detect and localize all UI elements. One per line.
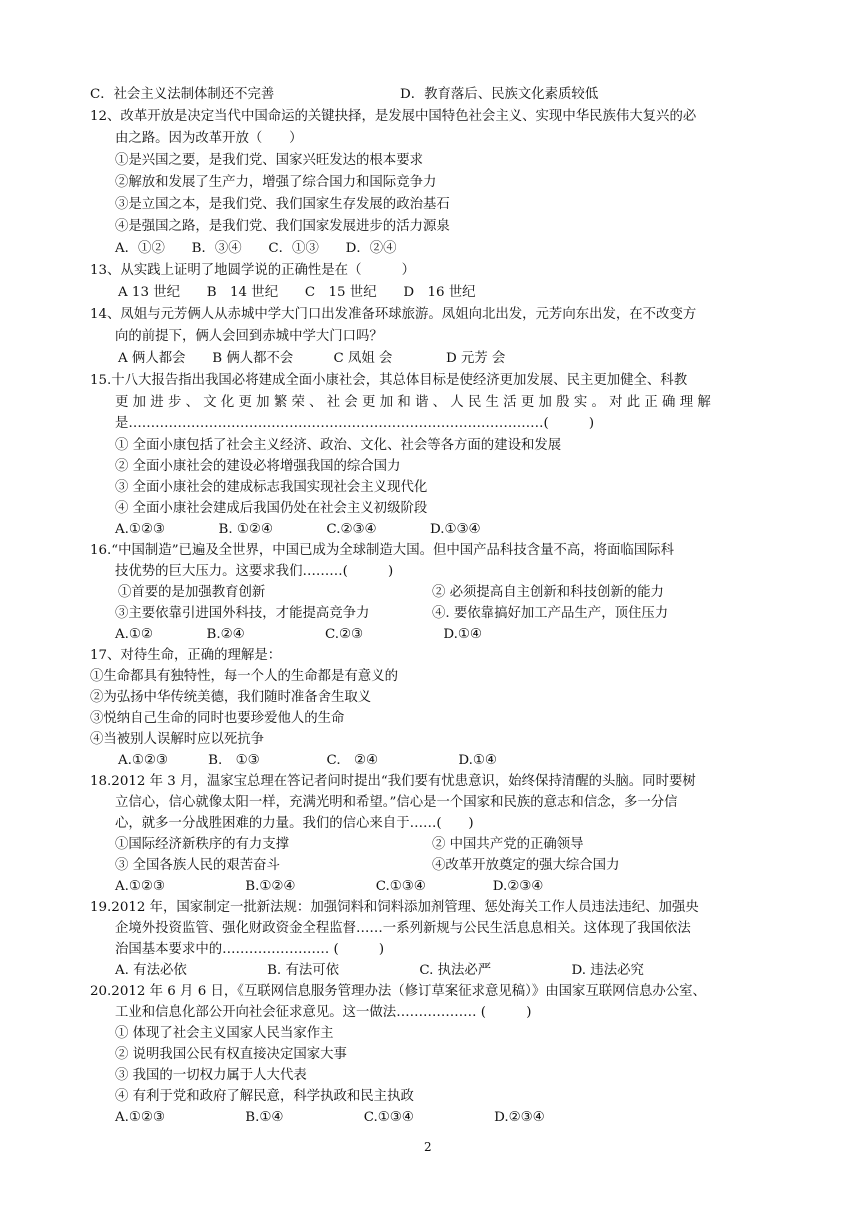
- text-line: ①国际经济新秩序的有力支撑: [115, 837, 290, 852]
- text-line: ①生命都具有独特性，每一个人的生命都是有意义的: [90, 669, 398, 684]
- text-line: C．社会主义法制体制还不完善: [90, 87, 275, 102]
- text-line: ④ 有利于党和政府了解民意，科学执政和民主执政: [115, 1089, 414, 1104]
- text-line: 更 加 进 步 、 文 化 更 加 繁 荣 、 社 会 更 加 和 谐 、 人 民 生 活 更 加 殷 实 。 对 此 正 确 理 解: [115, 395, 711, 410]
- text-line: D．教育落后、民族文化素质较低: [400, 87, 599, 102]
- text-line: ②为弘扬中华传统美德，我们随时准备舍生取义: [90, 690, 372, 705]
- text-line: 立信心，信心就像太阳一样，充满光明和希望。”信心是一个国家和民族的意志和信念，多一分信: [115, 795, 678, 810]
- text-line: A 俩人都会 B 俩人都不会 C 凤姐 会 D 元芳 会: [118, 351, 506, 366]
- text-line: 18.2012 年 3 月，温家宝总理在答记者问时提出“我们要有忧患意识，始终保持清醒的头脑。同时要树: [90, 774, 696, 789]
- page-number: 2: [424, 1140, 432, 1154]
- text-line: A.①② B.②④ C.②③ D.①④: [115, 627, 482, 642]
- text-line: ①首要的是加强教育创新: [118, 585, 266, 600]
- text-line: A.①②③ B.①②④ C.①③④ D.②③④: [115, 879, 544, 894]
- text-line: ④. 要依靠搞好加工产品生产，顶住压力: [432, 606, 669, 621]
- text-line: 19.2012 年，国家制定一批新法规：加强饲料和饲料添加剂管理、惩处海关工作人员违法违纪、加强央: [90, 900, 699, 915]
- text-line: A 13 世纪 B 14 世纪 C 15 世纪 D 16 世纪: [118, 285, 476, 300]
- text-line: 心，就多一分战胜困难的力量。我们的信心来自于……( ): [115, 816, 474, 831]
- text-line: ②解放和发展了生产力，增强了综合国力和国际竞争力: [115, 175, 437, 190]
- text-line: 15.十八大报告指出我国必将建成全面小康社会，其总体目标是使经济更加发展、民主更加健全、科教: [90, 373, 688, 388]
- text-line: ③ 我国的一切权力属于人大代表: [115, 1068, 307, 1083]
- text-line: 向的前提下，俩人会回到赤城中学大门口吗？: [115, 329, 383, 344]
- text-line: A.①②③ B.①④ C.①③④ D.②③④: [115, 1110, 545, 1125]
- text-line: 企境外投资监管、强化财政资金全程监督……一系列新规与公民生活息息相关。这体现了我国依法: [115, 921, 691, 936]
- text-line: ④ 全面小康社会建成后我国仍处在社会主义初级阶段: [115, 501, 428, 516]
- text-line: 治国基本要求中的…………………… ( ): [115, 942, 385, 957]
- text-line: A.①②③ B. ①②④ C.②③④ D.①③④: [115, 522, 481, 537]
- text-line: 是…………………………………………………………………………………( ): [115, 416, 595, 431]
- text-line: 17、对待生命，正确的理解是：: [90, 648, 282, 663]
- text-line: A．①② B．③④ C．①③ D．②④: [115, 241, 397, 256]
- text-line: 技优势的巨大压力。这要求我们………( ): [115, 564, 394, 579]
- text-line: ② 说明我国公民有权直接决定国家大事: [115, 1047, 347, 1062]
- text-line: ③主要依靠引进国外科技，才能提高竞争力: [115, 606, 370, 621]
- text-line: ③ 全面小康社会的建成标志我国实现社会主义现代化: [115, 480, 428, 495]
- text-line: 16.“中国制造”已遍及全世界，中国已成为全球制造大国。但中国产品科技含量不高，将面临国际科: [90, 543, 674, 558]
- text-line: A. 有法必依 B. 有法可依 C. 执法必严 D. 违法必究: [115, 963, 644, 978]
- text-line: ④改革开放奠定的强大综合国力: [432, 858, 620, 873]
- text-line: ① 体现了社会主义国家人民当家作主: [115, 1026, 334, 1041]
- text-line: 14、凤姐与元芳俩人从赤城中学大门口出发准备环球旅游。凤姐向北出发，元芳向东出发，在不改变方: [90, 307, 697, 322]
- text-line: ② 必须提高自主创新和科技创新的能力: [432, 585, 664, 600]
- text-line: 由之路。因为改革开放（ ）: [115, 131, 303, 146]
- text-line: ④当被别人误解时应以死抗争: [90, 732, 265, 747]
- text-line: A.①②③ B. ①③ C. ②④ D.①④: [118, 753, 497, 768]
- text-line: ③悦纳自己生命的同时也要珍爱他人的生命: [90, 711, 345, 726]
- text-line: 工业和信息化部公开向社会征求意见。这一做法……………… ( ): [115, 1005, 532, 1020]
- text-line: ② 全面小康社会的建设必将增强我国的综合国力: [115, 459, 401, 474]
- text-line: 20.2012 年 6 月 6 日，《互联网信息服务管理办法（修订草案征求意见稿）》由国家互联网信息办公室、: [90, 984, 706, 999]
- text-line: ③是立国之本，是我们党、我们国家生存发展的政治基石: [115, 197, 450, 212]
- text-line: ① 全面小康包括了社会主义经济、政治、文化、社会等各方面的建设和发展: [115, 438, 562, 453]
- text-line: 12、改革开放是决定当代中国命运的关键抉择，是发展中国特色社会主义、实现中华民族伟大复兴的必: [90, 109, 697, 124]
- text-line: 13、从实践上证明了地圆学说的正确性是在（ ）: [90, 263, 416, 278]
- text-line: ② 中国共产党的正确领导: [432, 837, 584, 852]
- text-line: ④是强国之路，是我们党、我们国家发展进步的活力源泉: [115, 219, 450, 234]
- text-line: ①是兴国之要，是我们党、国家兴旺发达的根本要求: [115, 153, 423, 168]
- text-line: ③ 全国各族人民的艰苦奋斗: [115, 858, 280, 873]
